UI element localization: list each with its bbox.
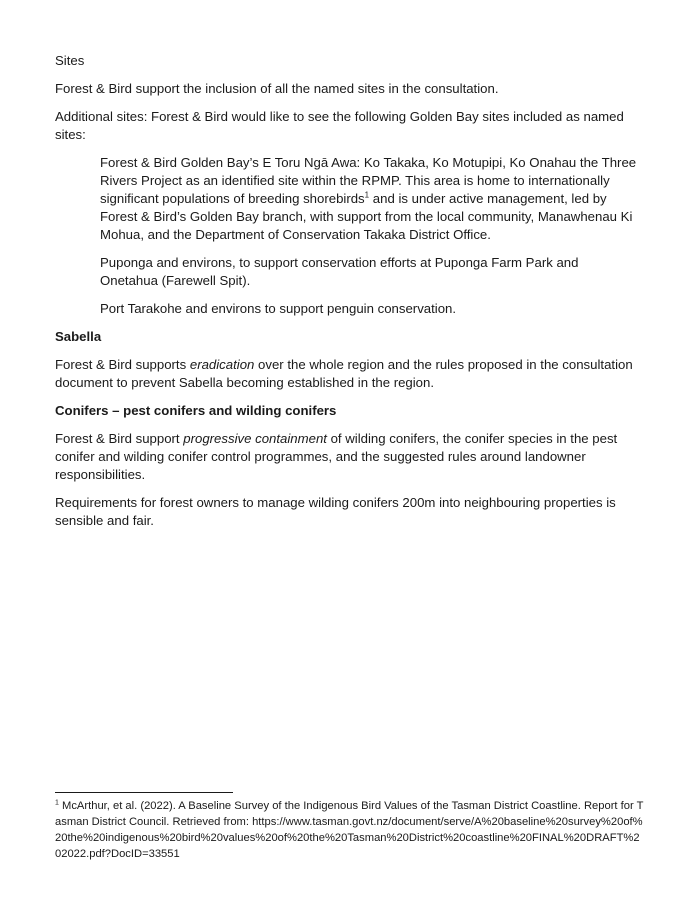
section-title-sites: Sites (55, 53, 85, 68)
sabella-emphasis: eradication (189, 357, 255, 372)
footnote-reference[interactable]: 1 (364, 190, 370, 200)
site-three-rivers-text-cont: and is under active management, led by Forest & Bird’s Golden Bay branch, with support from the local community, Manawhenau Ki Mohua, and the Department of Conservation Takaka District Office. (100, 191, 633, 242)
conifers-text: Forest & Bird support (55, 431, 184, 446)
footnote-text[interactable]: McArthur, et al. (2022). A Baseline Survey of the Indigenous Bird Values of the Tasman District Coastline. Report for Tasman District Council. Retrieved from: https://www.tasman.govt.nz/document/serve/A%20baseline%20survey%20of%20the%20indigenous%20bird%20values%20of%20the%20Tasman%20District%20coastline%20FINAL%20DRAFT%202022.pdf?DocID=33551 (55, 800, 644, 860)
heading-conifers: Conifers – pest conifers and wilding conifers (55, 403, 337, 418)
footnote (55, 798, 645, 862)
site-puponga: Puponga and environs, to support conservation efforts at Puponga Farm Park and Onetahua (Farewell Spit). (100, 255, 579, 288)
paragraph-conifers (55, 430, 645, 484)
site-three-rivers-text: Forest & Bird Golden Bay’s E Toru Ngā Awa: Ko Takaka, Ko Motupipi, Ko Onahau the Three Rivers Project as an identified site within the RPMP. This area is home to internationally significant populations of breeding shorebirds (100, 155, 637, 206)
site-port-tarakohe: Port Tarakohe and environs to support penguin conservation. (100, 301, 457, 316)
sabella-text: Forest & Bird supports (55, 357, 190, 372)
conifers-text-cont: of wilding conifers, the conifer species in the pest conifer and wilding conifer control programmes, and the suggested rules around landowner responsibilities. (55, 431, 618, 482)
footnote-number: 1 (55, 799, 59, 807)
document-body (55, 52, 645, 540)
conifers-emphasis: progressive containment (183, 431, 327, 446)
sabella-text-cont: over the whole region and the rules proposed in the consultation document to prevent Sabella becoming established in the region. (55, 357, 633, 390)
heading-sabella: Sabella (55, 329, 102, 344)
paragraph-additional-sites: Additional sites: Forest & Bird would like to see the following Golden Bay sites included as named sites: (55, 109, 624, 142)
paragraph-support-sites: Forest & Bird support the inclusion of all the named sites in the consultation. (55, 81, 499, 96)
paragraph-requirements: Requirements for forest owners to manage wilding conifers 200m into neighbouring properties is sensible and fair. (55, 495, 616, 528)
site-three-rivers (100, 154, 640, 244)
footnote-separator (55, 792, 233, 793)
paragraph-sabella (55, 356, 645, 392)
